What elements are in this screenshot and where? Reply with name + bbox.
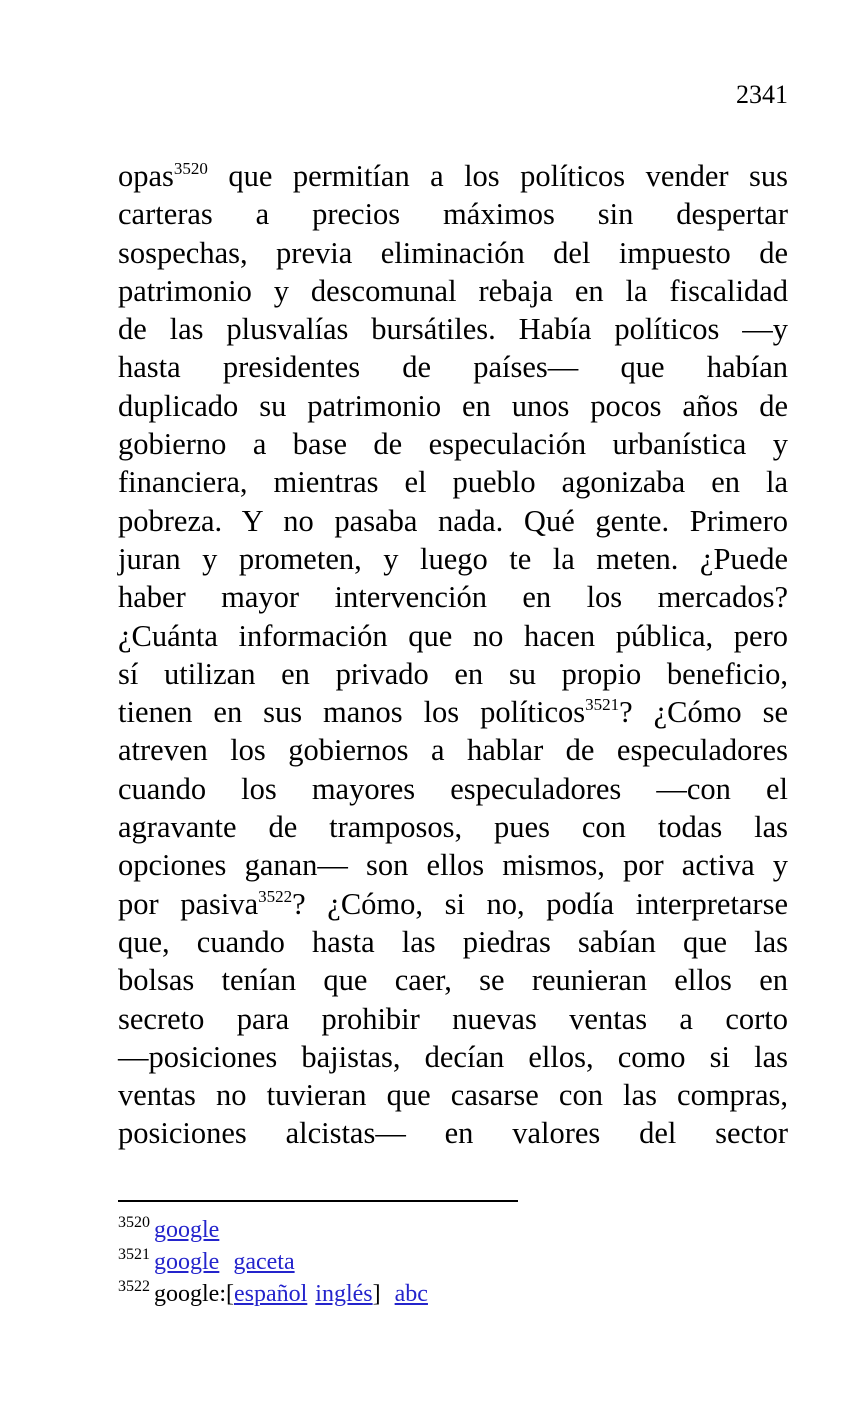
text-line — [118, 234, 788, 272]
text-segment: duplicado su patrimonio en unos pocos años de — [118, 388, 788, 423]
footnote-divider — [118, 1200, 518, 1202]
footnote-number: 3522 — [118, 1278, 150, 1295]
text-segment: secreto para prohibir nuevas ventas a corto — [118, 1001, 788, 1036]
text-segment: opas — [118, 159, 174, 193]
text-line — [118, 961, 788, 999]
text-segment: por pasiva — [118, 886, 259, 921]
text-line — [118, 540, 788, 578]
text-line — [118, 387, 788, 425]
text-line — [118, 885, 788, 923]
text-line — [118, 425, 788, 463]
footnote-bracket: ] — [372, 1281, 381, 1307]
text-line — [118, 1038, 788, 1076]
text-segment: ¿Cuánta información que no hacen pública, pero — [118, 618, 788, 653]
footnote-number: 3520 — [118, 1214, 150, 1231]
text-segment: posiciones alcistas— en valores del sector — [118, 1116, 788, 1151]
text-line — [118, 348, 788, 386]
footnote-reference[interactable]: 3520 — [173, 159, 208, 178]
text-line — [118, 846, 788, 884]
text-line — [118, 655, 788, 693]
footnote-prefix: google:[ — [154, 1281, 234, 1307]
footnote-reference[interactable]: 3522 — [258, 886, 293, 906]
text-segment: bolsas tenían que caer, se reunieran ellos en — [118, 963, 788, 998]
text-segment: tienen en sus manos los políticos — [118, 695, 586, 730]
text-segment: hasta presidentes de países— que habían — [118, 350, 788, 385]
text-line — [118, 578, 788, 616]
footnote-link-gaceta[interactable]: gaceta — [233, 1249, 295, 1275]
footnote-reference[interactable]: 3521 — [585, 695, 620, 715]
text-segment: opciones ganan— son ellos mismos, por activa y — [118, 848, 788, 883]
footnote-link-google[interactable]: google — [154, 1217, 220, 1243]
footnote-link-abc[interactable]: abc — [394, 1281, 428, 1307]
text-segment: de las plusvalías bursátiles. Había políticos —y — [118, 312, 788, 347]
text-segment: que permitían a los políticos vender sus — [207, 159, 788, 193]
text-segment: atreven los gobiernos a hablar de especuladores — [118, 733, 788, 768]
text-line — [118, 1000, 788, 1038]
text-segment: financiera, mientras el pueblo agonizaba en la — [118, 465, 788, 500]
text-segment: ventas no tuvieran que casarse con las compras, — [118, 1078, 788, 1113]
footnote-3520 — [118, 1214, 798, 1246]
text-line — [118, 157, 788, 195]
text-line — [118, 195, 788, 233]
text-line — [118, 1114, 788, 1152]
text-line — [118, 808, 788, 846]
footnote-3521 — [118, 1246, 798, 1278]
text-segment: ? ¿Cómo se — [619, 695, 788, 730]
footnotes — [118, 1214, 798, 1310]
footnote-3522 — [118, 1278, 798, 1310]
text-line — [118, 463, 788, 501]
text-segment: ? ¿Cómo, si no, podía interpretarse — [292, 886, 788, 921]
footnote-number: 3521 — [118, 1246, 150, 1263]
text-line — [118, 617, 788, 655]
page-number: 2341 — [736, 80, 788, 109]
text-segment: juran y prometen, y luego te la meten. ¿Puede — [118, 541, 788, 576]
text-line — [118, 923, 788, 961]
text-segment: sí utilizan en privado en su propio beneficio, — [118, 656, 788, 691]
footnote-link-ingles[interactable]: inglés — [315, 1281, 373, 1307]
text-segment: pobreza. Y no pasaba nada. Qué gente. Primero — [118, 503, 788, 538]
text-line — [118, 731, 788, 769]
text-segment: patrimonio y descomunal rebaja en la fiscalidad — [118, 273, 788, 308]
text-line — [118, 502, 788, 540]
text-segment: cuando los mayores especuladores —con el — [118, 771, 788, 806]
text-segment: sospechas, previa eliminación del impuesto de — [118, 235, 788, 270]
text-segment: —posiciones bajistas, decían ellos, como si las — [118, 1039, 788, 1074]
text-line — [118, 1076, 788, 1114]
footnote-link-espanol[interactable]: español — [233, 1281, 308, 1307]
text-line — [118, 310, 788, 348]
text-line — [118, 770, 788, 808]
body-text — [118, 157, 788, 1153]
text-segment: carteras a precios máximos sin despertar — [118, 197, 788, 232]
footnote-link-google[interactable]: google — [154, 1249, 220, 1275]
text-segment: gobierno a base de especulación urbanística y — [118, 427, 788, 462]
text-segment: que, cuando hasta las piedras sabían que las — [118, 924, 788, 959]
text-line — [118, 272, 788, 310]
text-segment: haber mayor intervención en los mercados? — [118, 580, 788, 615]
text-line — [118, 693, 788, 731]
text-segment: agravante de tramposos, pues con todas las — [118, 810, 788, 845]
